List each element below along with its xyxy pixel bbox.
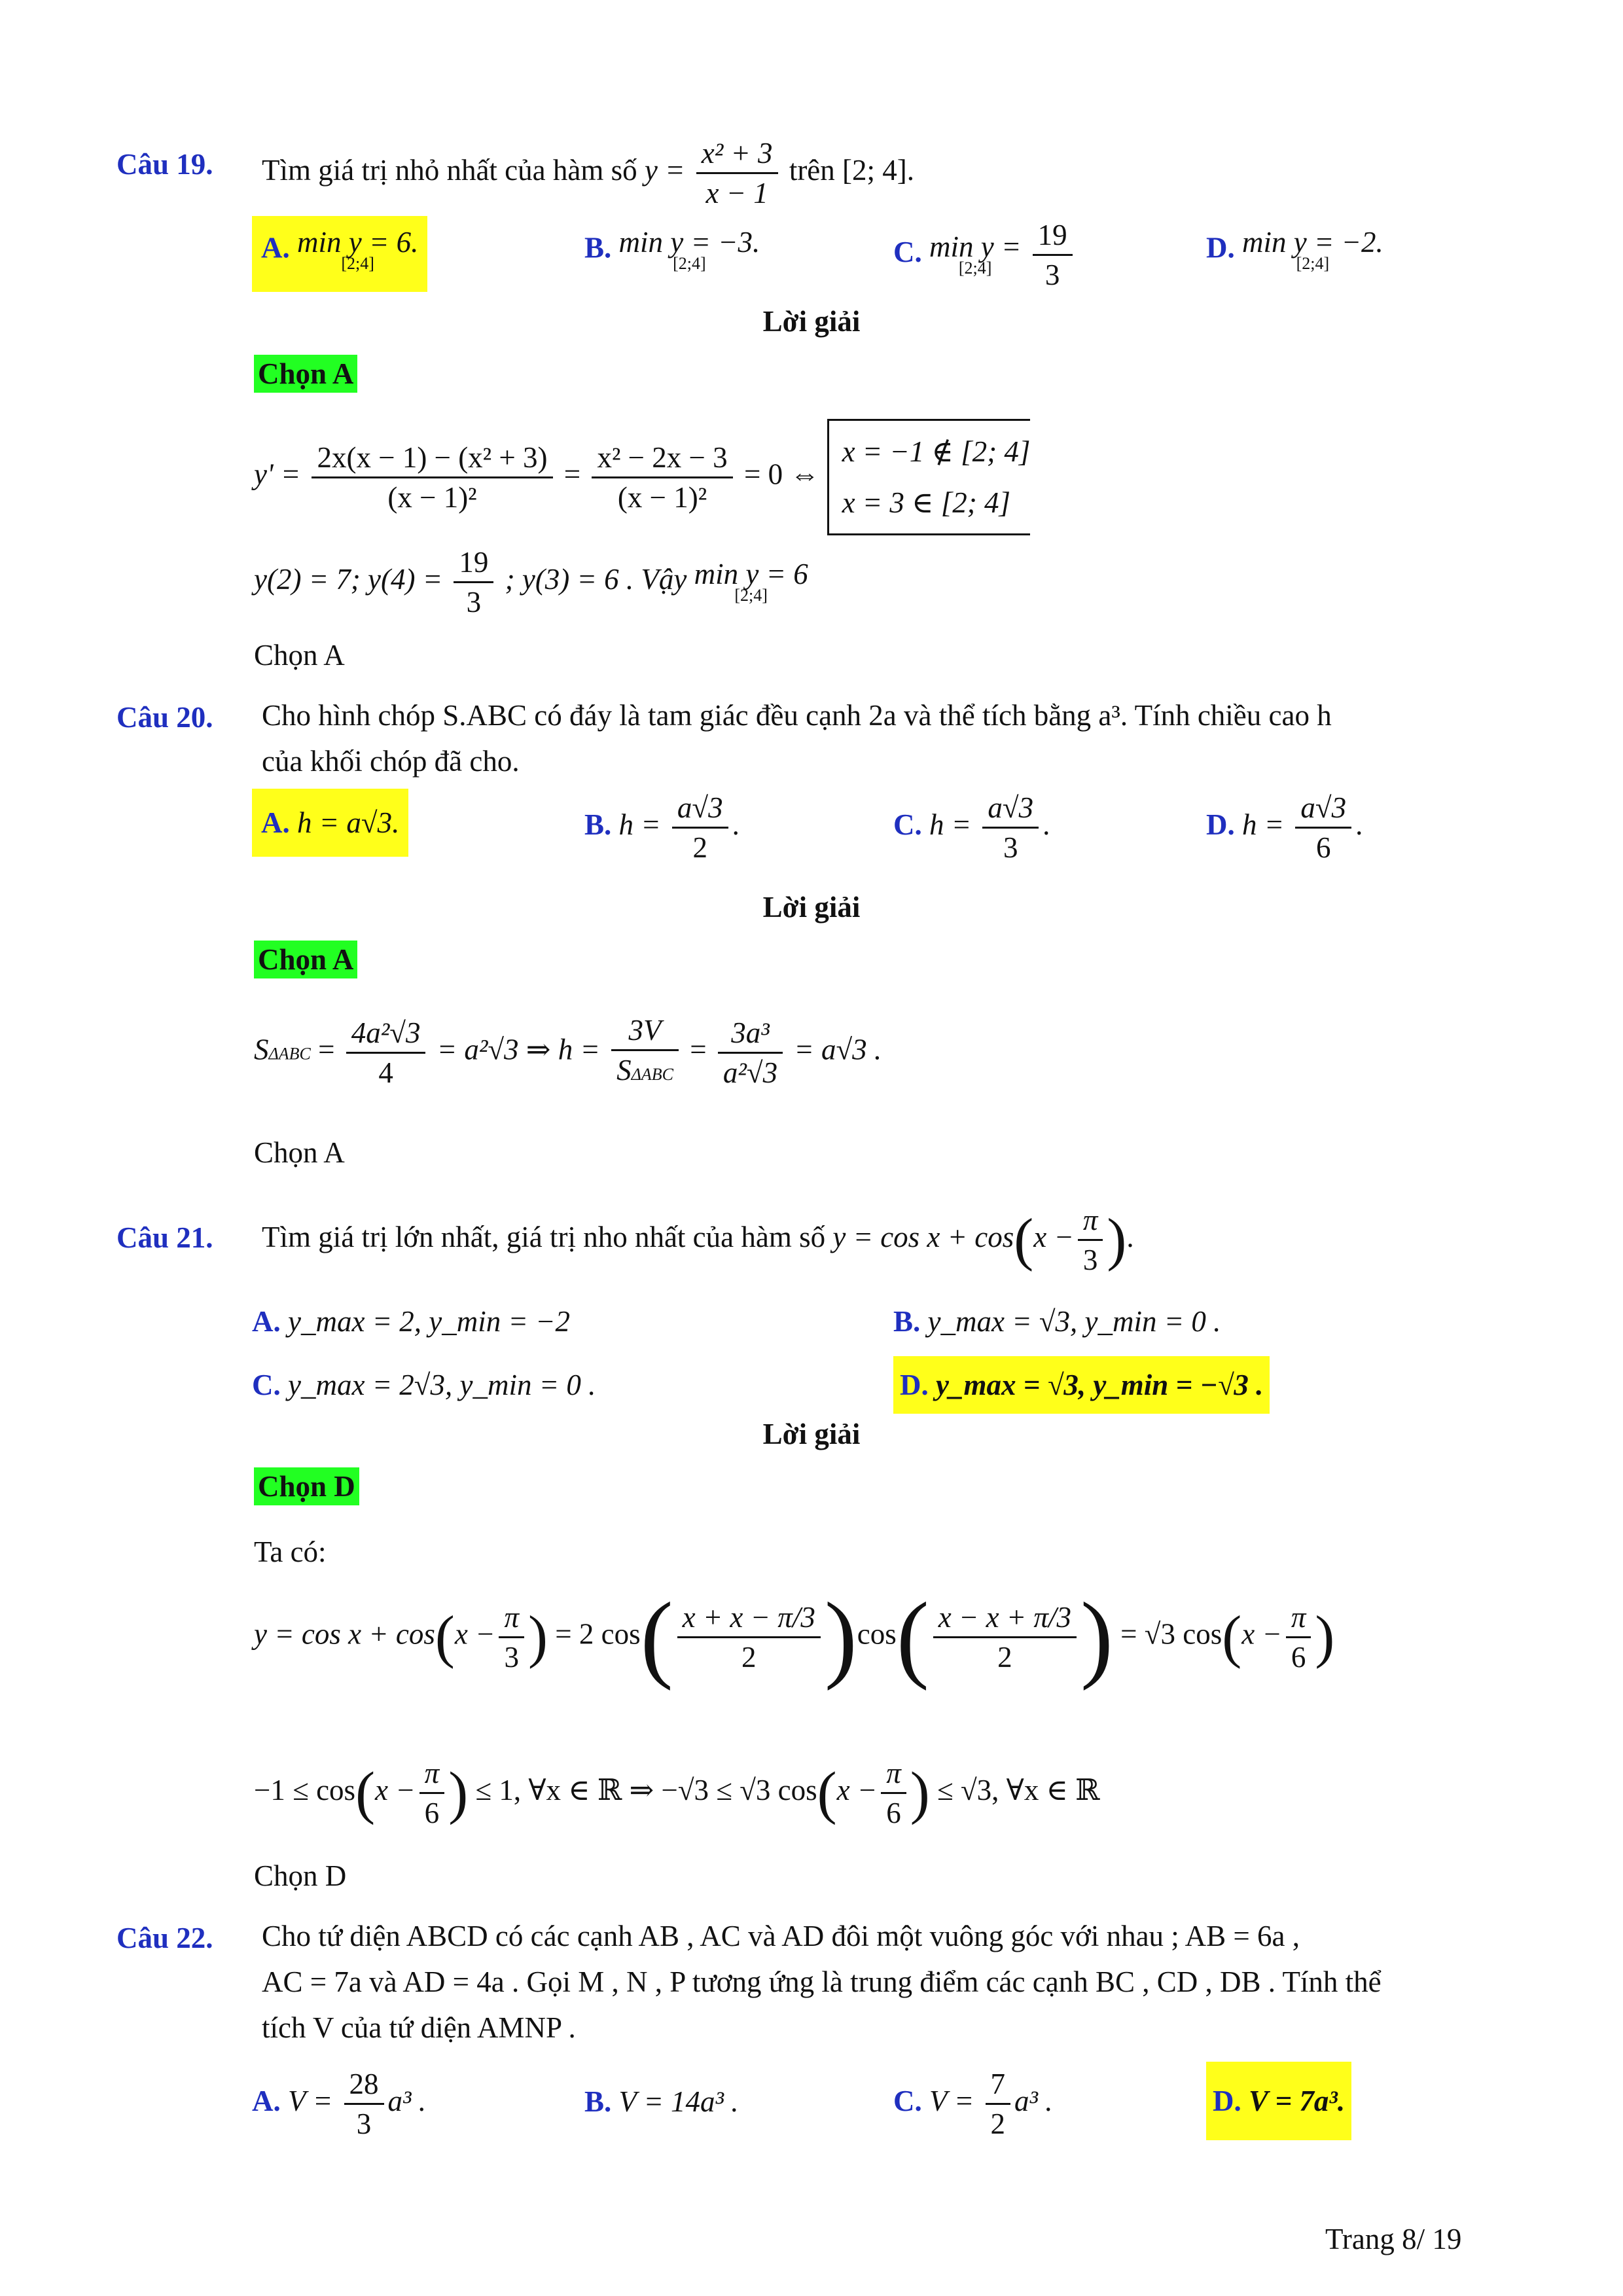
question-stem: Tìm giá trị lớn nhất, giá trị nho nhất của hàm số y = cos x + cos(x − $\frac{\pi}{3}$ ). <box>262 1201 1525 1279</box>
solution-title: Lời giải <box>762 891 861 924</box>
option-text: V = 14a³ . <box>618 2085 739 2118</box>
fraction-numerator: a√3 <box>672 789 728 829</box>
fraction-denominator: 2 <box>997 1640 1012 1674</box>
option-c <box>252 1368 596 1402</box>
question-number: Câu 21. <box>116 1221 213 1254</box>
option-b <box>584 226 760 273</box>
option-lhs: h = <box>618 808 661 841</box>
fraction-denominator: 6 <box>1315 831 1331 864</box>
stem-tail: trên [2; 4]. <box>789 153 914 187</box>
eq-part-d: = √3 cos <box>1120 1617 1222 1651</box>
func-lhs: y = <box>644 153 685 187</box>
option-text: y_max = √3, y_min = −√3 . <box>936 1369 1264 1401</box>
fraction-denominator: 2 <box>692 831 707 864</box>
option-text: V = 7a³. <box>1249 2085 1346 2117</box>
fraction-numerator: π <box>1078 1201 1103 1241</box>
answer-choice <box>254 942 357 977</box>
fraction-numerator: 28 <box>344 2065 384 2105</box>
values-equation <box>254 543 808 621</box>
stem-line-1: Cho tứ diện ABCD có các cạnh AB , AC và AD đôi một vuông góc với nhau ; AB = 6a , <box>262 1920 1300 1952</box>
question-stem <box>262 1913 1525 2051</box>
option-text: y_max = 2, y_min = −2 <box>288 1305 571 1338</box>
fraction-denominator: (x − 1)² <box>387 480 477 514</box>
eq-part-a: −1 ≤ cos <box>254 1773 356 1806</box>
option-d <box>1206 2062 1351 2140</box>
option-label: C. <box>252 1369 281 1401</box>
fraction-denominator: a²√3 <box>722 1056 778 1089</box>
interval-sub: [2;4] <box>958 258 992 278</box>
option-label: C. <box>893 808 922 841</box>
fraction-numerator: a√3 <box>1295 789 1351 829</box>
fraction-denominator: 2 <box>741 1640 757 1674</box>
volume-equation: SΔABC = $\frac{\text{4a²√3}}{4}$ = a²√3 ⇒ h = $\frac{3V}{\text{SΔABC}}$ = $\frac{\text{3a³}}{\text{a²√3}}$ = a√3 . <box>254 1011 882 1094</box>
area-sub: ΔABC <box>631 1065 673 1084</box>
option-c <box>893 216 1077 294</box>
option-label: D. <box>900 1369 929 1401</box>
question-stem <box>262 134 1525 212</box>
fraction-numerator: x − x + π/3 <box>933 1598 1077 1638</box>
stem-line-2: của khối chóp đã cho. <box>262 745 520 778</box>
fraction-numerator: 19 <box>1033 216 1073 256</box>
option-label: A. <box>252 2084 281 2117</box>
solution-title: Lời giải <box>762 1418 861 1450</box>
option-label: B. <box>893 1305 921 1338</box>
option-label: D. <box>1206 231 1235 264</box>
case-1: x = −1 ∉ [2; 4] <box>842 435 1031 468</box>
option-a <box>252 2065 426 2143</box>
fraction-denominator: 6 <box>1291 1640 1306 1674</box>
option-text: min y = −2. <box>1242 226 1383 259</box>
eq-part-b: = 2 cos <box>555 1617 641 1651</box>
fraction-denominator: (x − 1)² <box>617 480 707 514</box>
option-lhs: h = <box>1242 808 1285 841</box>
fraction-numerator: π <box>881 1754 906 1794</box>
area-symbol: S <box>254 1033 269 1066</box>
values-b: ; y(3) = 6 . Vậy <box>505 562 687 596</box>
stem-line-3: tích V của tứ diện AMNP . <box>262 2011 576 2044</box>
option-fraction <box>1033 216 1073 294</box>
eq-part-c: ≤ √3, ∀x ∈ ℝ <box>937 1773 1100 1806</box>
area-symbol: S <box>616 1054 632 1086</box>
answer-choice <box>254 357 357 391</box>
fraction-denominator: 6 <box>886 1797 901 1829</box>
choice-text: Chọn A <box>254 941 357 978</box>
fraction-denominator: 3 <box>1044 259 1060 291</box>
case-bracket <box>827 419 1031 535</box>
values-a: y(2) = 7; y(4) = <box>254 562 443 596</box>
fraction-numerator: 2x(x − 1) − (x² + 3) <box>312 439 552 478</box>
question-20 <box>116 700 1524 792</box>
bounds-equation: −1 ≤ cos(x − $\frac{\pi}{6}$ ) ≤ 1, ∀x ∈ ℝ ⇒ −√3 ≤ √3 cos(x − $\frac{\pi}{6}$ ) ≤ √3, ∀x ∈ ℝ <box>254 1754 1100 1832</box>
answer-choice <box>254 1469 359 1503</box>
eq-end: = a√3 . <box>794 1033 882 1066</box>
eq-part-a: y = cos x + cos <box>254 1617 435 1651</box>
fraction-numerator: π <box>419 1754 445 1794</box>
option-label: C. <box>893 235 922 268</box>
fraction-denominator: 3 <box>1003 831 1018 864</box>
func-inner: x − <box>375 1773 416 1806</box>
interval-sub: [2;4] <box>1296 254 1330 273</box>
option-label: D. <box>1206 808 1235 841</box>
func-inner: x − <box>836 1773 878 1806</box>
fraction-numerator: a√3 <box>982 789 1039 829</box>
stem-line-1: Cho hình chóp S.ABC có đáy là tam giác đều cạnh 2a và thể tích bằng a³. Tính chiều cao h <box>262 699 1332 732</box>
option-label: D. <box>1213 2085 1241 2117</box>
fraction-numerator: x² − 2x − 3 <box>592 439 732 478</box>
option-lhs: V = <box>288 2084 333 2117</box>
case-2: x = 3 ∈ [2; 4] <box>842 486 1010 519</box>
area-sub: ΔABC <box>268 1044 311 1064</box>
option-b <box>893 1304 1221 1338</box>
question-number: Câu 19. <box>116 148 213 181</box>
option-b <box>584 2085 739 2119</box>
option-label: A. <box>261 806 290 839</box>
question-number: Câu 22. <box>116 1922 213 1954</box>
func-inner: x − <box>454 1617 495 1651</box>
option-tail: a³ . <box>387 2084 427 2117</box>
option-a <box>252 789 408 857</box>
eq-part-b: ≤ 1, ∀x ∈ ℝ ⇒ −√3 ≤ √3 cos <box>475 1773 817 1806</box>
closing-choice: Chọn A <box>254 639 345 672</box>
fraction-numerator: π <box>1286 1598 1311 1638</box>
fraction-denominator: 3 <box>466 586 482 619</box>
values-c: min y = 6 <box>694 557 808 590</box>
option-label: B. <box>584 2085 612 2118</box>
option-text: min y = 6. <box>297 226 419 259</box>
option-text: h = a√3. <box>297 806 400 839</box>
derivative-equation: y' = $\frac{\text{2x(x − 1) − (x² + 3)}}{\text{(x − 1)²}}$ = $\frac{\text{x² − 2x − 3}}{\text{(x − 1)²}}$ = 0 ⇔ x = −1 ∉ [2; 4] x = 3 ∈ [2; 4] <box>254 419 1030 535</box>
option-lhs: V = <box>929 2084 974 2117</box>
option-c: C. h = $\frac{a√3}{3}$ . <box>893 789 1050 867</box>
eq-middle: = a²√3 ⇒ h = <box>437 1033 600 1066</box>
fraction-denominator: 4 <box>378 1056 393 1089</box>
option-lhs: h = <box>929 808 972 841</box>
option-d: D. h = $\frac{a√3}{6}$ . <box>1206 789 1363 867</box>
fraction-numerator: π <box>499 1598 524 1638</box>
stem-text: Tìm giá trị nhỏ nhất của hàm số <box>262 153 637 187</box>
question-21 <box>116 1201 1524 1276</box>
fraction-numerator: 4a²√3 <box>346 1014 426 1054</box>
eq-part-c: cos <box>857 1617 897 1651</box>
solution-intro: Ta có: <box>254 1535 327 1568</box>
func-inner: x − <box>1033 1220 1074 1253</box>
closing-choice: Chọn A <box>254 1136 345 1169</box>
sum-to-product-equation: y = cos x + cos(x − $\frac{\pi}{3}$ ) = 2 cos( $\frac{x + x - \pi/3}{2}$ )cos( $\frac{x - x + \pi/3}{2}$ ) = √3 cos(x − $\frac{\pi}{6}$ ) <box>254 1583 1335 1691</box>
fraction-denominator: 3 <box>504 1640 519 1674</box>
fraction-numerator: 3V <box>611 1011 679 1051</box>
option-d <box>1206 226 1383 273</box>
fraction-numerator: x² + 3 <box>696 134 778 174</box>
option-text: min y = −3. <box>618 226 760 259</box>
func-text: y = cos x + cos <box>832 1220 1014 1253</box>
interval-sub: [2;4] <box>341 254 374 273</box>
fraction-numerator: 19 <box>454 543 493 583</box>
interval-sub: [2;4] <box>673 254 706 273</box>
stem-line-2: AC = 7a và AD = 4a . Gọi M , N , P tương ứng là trung điểm các cạnh BC , CD , DB . Tính thể <box>262 1965 1382 1998</box>
option-text: y_max = √3, y_min = 0 . <box>927 1305 1221 1338</box>
interval-sub: [2;4] <box>734 585 768 605</box>
option-text: min y = <box>929 230 1022 263</box>
option-d <box>893 1356 1270 1414</box>
fraction-numerator: x + x − π/3 <box>677 1598 821 1638</box>
option-label: B. <box>584 231 612 264</box>
question-number: Câu 20. <box>116 701 213 734</box>
question-stem <box>262 692 1525 784</box>
question-22 <box>116 1921 1524 2058</box>
question-19 <box>116 134 1524 209</box>
option-text: y_max = 2√3, y_min = 0 . <box>288 1369 596 1401</box>
fraction-denominator: 3 <box>356 2108 372 2140</box>
function-fraction <box>696 134 778 212</box>
fraction-numerator: 3a³ <box>718 1014 783 1054</box>
fraction-denominator: x − 1 <box>705 177 768 209</box>
page-number: Trang 8/ 19 <box>1325 2223 1462 2255</box>
option-label: B. <box>584 808 612 841</box>
option-c <box>893 2065 1053 2143</box>
option-a <box>252 216 427 292</box>
fraction-numerator: 7 <box>986 2065 1011 2105</box>
choice-text: Chọn D <box>254 1467 359 1505</box>
fraction-denominator: 6 <box>424 1797 440 1829</box>
eq-equiv: = 0 ⇔ <box>743 457 820 491</box>
func-inner: x − <box>1241 1617 1282 1651</box>
option-tail: a³ . <box>1014 2084 1053 2117</box>
closing-choice: Chọn D <box>254 1859 347 1892</box>
stem-text: Tìm giá trị lớn nhất, giá trị nho nhất của hàm số <box>262 1220 826 1253</box>
option-label: A. <box>252 1305 281 1338</box>
fraction-denominator: 3 <box>1082 1244 1098 1276</box>
option-label: C. <box>893 2084 922 2117</box>
option-label: A. <box>261 231 290 264</box>
solution-title: Lời giải <box>762 305 861 338</box>
fraction-denominator: 2 <box>990 2108 1006 2140</box>
option-b: B. h = $\frac{a√3}{2}$ . <box>584 789 740 867</box>
option-a <box>252 1304 570 1338</box>
eq-lhs: y' = <box>254 457 301 491</box>
choice-text: Chọn A <box>254 355 357 393</box>
